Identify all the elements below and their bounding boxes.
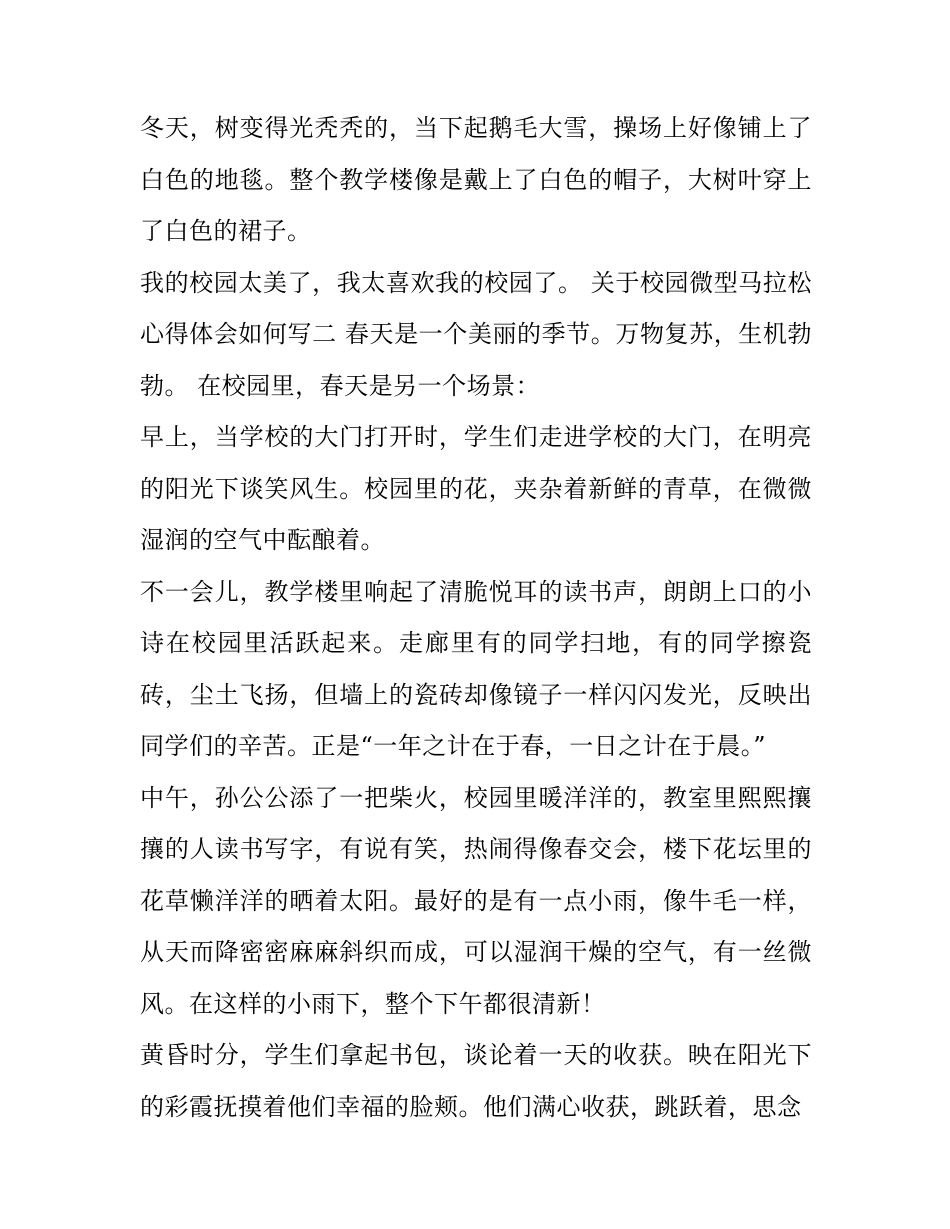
- paragraph-morning: 早上，当学校的大门打开时，学生们走进学校的大门，在明亮的阳光下谈笑风生。校园里的花，夹杂着新鲜的青草，在微微湿润的空气中酝酿着。: [140, 423, 812, 554]
- paragraph-dusk: 黄昏时分，学生们拿起书包，谈论着一天的收获。映在阳光下的彩霞抚摸着他们幸福的脸颊。他们满心收获，跳跃着，思念: [140, 1041, 812, 1121]
- paragraph-noon: 中午，孙公公添了一把柴火，校园里暖洋洋的，教室里熙熙攘攘的人读书写字，有说有笑，热闹得像春交会，楼下花坛里的花草懒洋洋的晒着太阳。最好的是有一点小雨，像牛毛一样，从天而降密密麻麻斜织而成，可以湿润干燥的空气，有一丝微风。在这样的小雨下，整个下午都很清新！: [140, 783, 812, 1018]
- paragraph-reading: 不一会儿，教学楼里响起了清脆悦耳的读书声，朗朗上口的小诗在校园里活跃起来。走廊里有的同学扫地，有的同学擦瓷砖，尘土飞扬，但墙上的瓷砖却像镜子一样闪闪发光，反映出同学们的辛苦。正是“一年之计在于春，一日之计在于晨。”: [140, 577, 812, 760]
- paragraph-campus-love: 我的校园太美了，我太喜欢我的校园了。 关于校园微型马拉松心得体会如何写二 春天是一个美丽的季节。万物复苏，生机勃勃。 在校园里，春天是另一个场景：: [140, 268, 812, 400]
- paragraph-winter: 冬天，树变得光秃秃的，当下起鹅毛大雪，操场上好像铺上了白色的地毯。整个教学楼像是戴上了白色的帽子，大树叶穿上了白色的裙子。: [140, 114, 812, 245]
- document-body: [140, 103, 812, 1133]
